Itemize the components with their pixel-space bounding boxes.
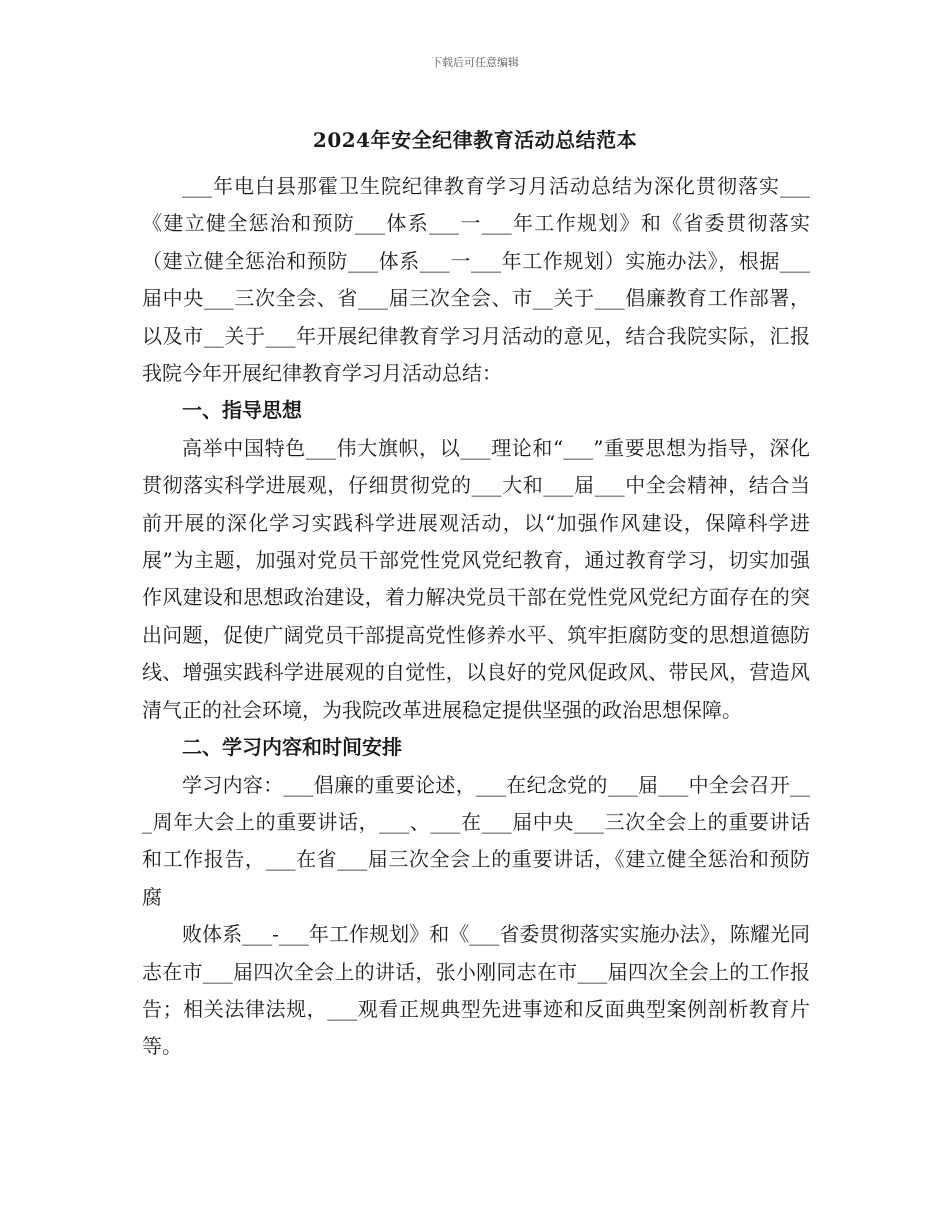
paragraph-study-content-continued: 败体系___-___年工作规划》和《___省委贯彻落实实施办法》，陈耀光同志在市___届四次全会上的讲话，张小刚同志在市___届四次全会上的工作报告；相关法律法规，___观看正规典型先进事迹和反面典型案例剖析教育片等。	[142, 922, 810, 1059]
document-body	[142, 168, 810, 1066]
paragraph-study-content: 学习内容：___倡廉的重要论述，___在纪念党的___届___中全会召开___周年大会上的重要讲话，___、___在___届中央___三次全会上的重要讲话和工作报告，___在省___届三次全会上的重要讲话，《建立健全惩治和预防腐	[142, 772, 810, 909]
paragraph-intro: ___年电白县那霍卫生院纪律教育学习月活动总结为深化贯彻落实___《建立健全惩治和预防___体系___一___年工作规划》和《省委贯彻落实（建立健全惩治和预防___体系___一___年工作规划）实施办法》，根据___届中央___三次全会、省___届三次全会、市__关于___倡廉教育工作部署，以及市__关于___年开展纪律教育学习月活动的意见，结合我院实际，汇报我院今年开展纪律教育学习月活动总结：	[142, 174, 810, 386]
header-note: 下载后可任意编辑	[431, 56, 519, 69]
section-heading-study-content: 二、学习内容和时间安排	[182, 735, 402, 760]
section-heading-guiding-thought: 一、指导思想	[182, 398, 302, 423]
paragraph-guiding-thought: 高举中国特色___伟大旗帜，以___理论和“___”重要思想为指导，深化贯彻落实科学进展观，仔细贯彻党的___大和___届___中全会精神，结合当前开展的深化学习实践科学进展观活动，以“加强作风建设，保障科学进展”为主题，加强对党员干部党性党风党纪教育，通过教育学习，切实加强作风建设和思想政治建设，着力解决党员干部在党性党风党纪方面存在的突出问题，促使广阔党员干部提高党性修养水平、筑牢拒腐防变的思想道德防线、增强实践科学进展观的自觉性，以良好的党风促政风、带民风，营造风清气正的社会环境，为我院改革进展稳定提供坚强的政治思想保障。	[142, 435, 810, 722]
document-title: 2024年安全纪律教育活动总结范本	[312, 128, 638, 152]
